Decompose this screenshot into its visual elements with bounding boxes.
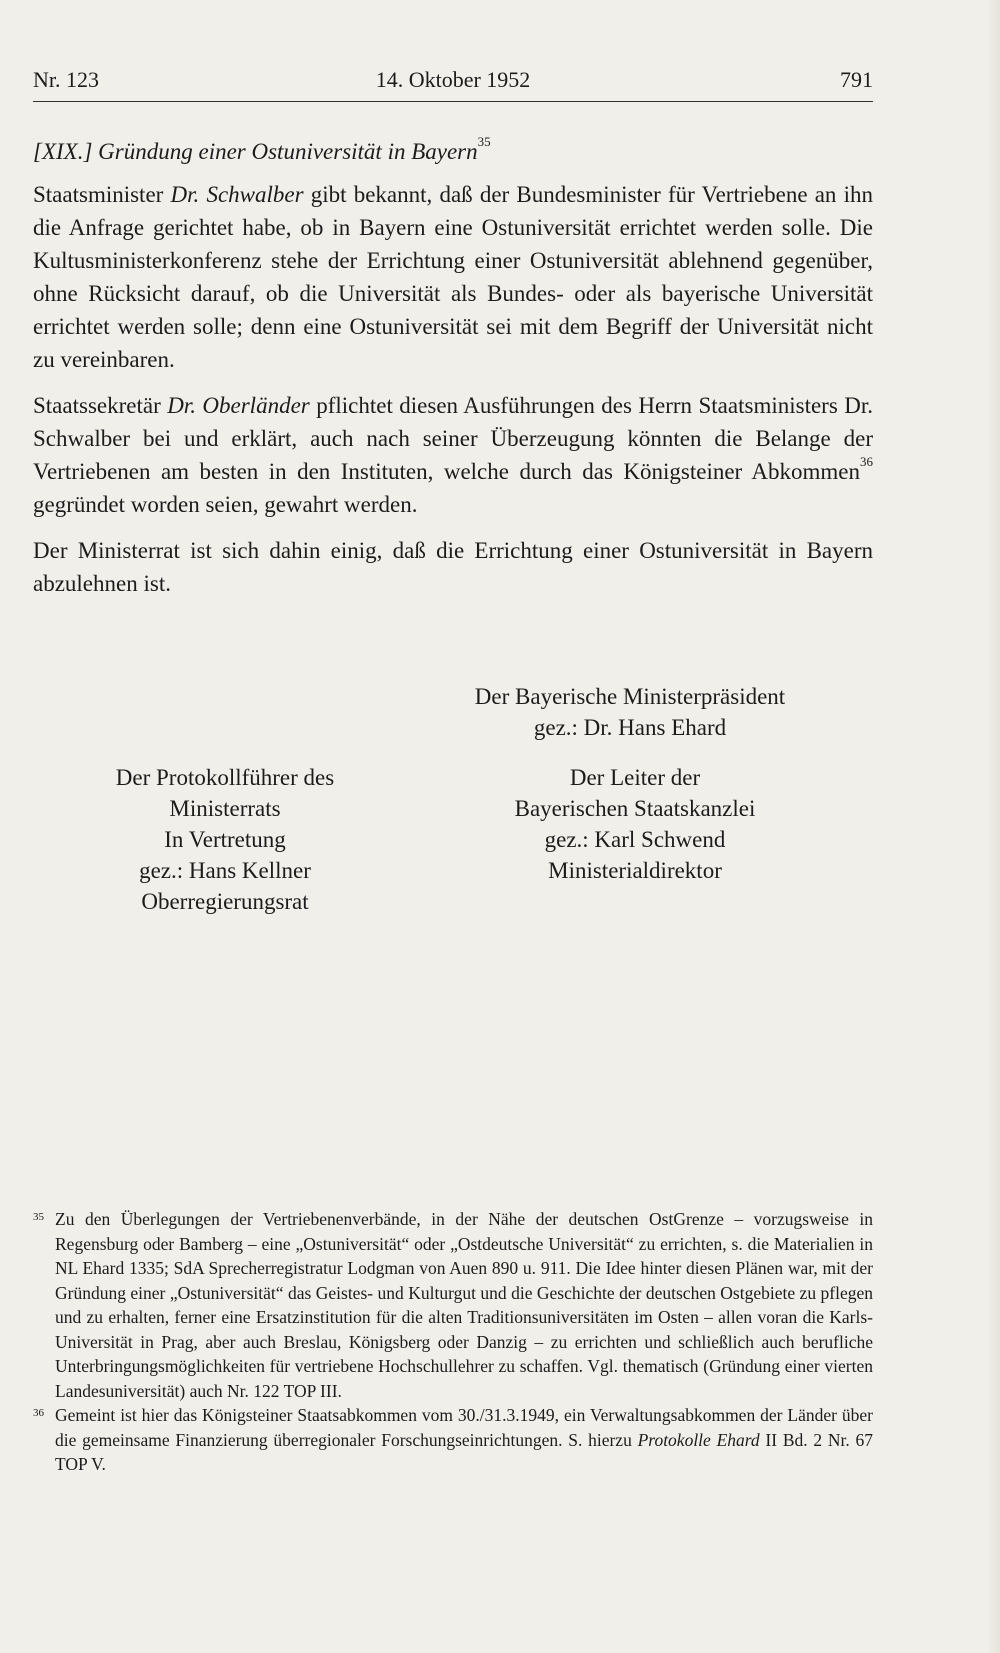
page-header	[33, 67, 873, 97]
p2-mid: pflichtet diesen Ausführungen des Herrn Staatsministers Dr. Schwalber bei und erklärt, auch nach seiner Überzeugung könnten die Belange der Vertriebenen am besten in den Instituten, welche durch das Königsteiner Abkommen	[33, 393, 873, 484]
footnote-number: 35	[33, 1211, 44, 1223]
signature-protocol-keeper	[95, 762, 355, 917]
signature-minister-president	[460, 681, 800, 743]
speaker-schwalber: Dr. Schwalber	[170, 182, 304, 207]
sig-prot-line-2: Ministerrats	[169, 796, 281, 821]
footnote-text: Zu den Überlegungen der Vertriebenenverbände, in der Nähe der deutschen OstGrenze – vorzugsweise in Regensburg oder Bamberg – eine „Ostuniversität“ oder „Ostdeutsche Universität“ zu errichten, s. die Materialien in NL Ehard 1335; SdA Sprecherregistratur Lodgman von Auen 890 u. 911. Die Idee hinter diesen Plänen war, mit der Gründung einer „Ostuniversität“ das Geistes- und Kulturgut und die Geschichte der deutschen Ostgebiete zu pflegen und zu erhalten, ferner eine Ersatzinstitution für die alten Traditionsuniversitäten im Osten – allen voran die Karls-Universität in Prag, aber auch Breslau, Königsberg oder Danzig – zu errichten und schließlich auch berufliche Unterbringungsmöglichkeiten für vertriebene Hochschullehrer zu schaffen. Vgl. thematisch (Gründung einer vierten Landesuniversität) auch Nr. 122 TOP III.	[55, 1209, 873, 1401]
sig-prot-line-1: Der Protokollführer des	[115, 765, 335, 790]
p1-post: gibt bekannt, daß der Bundesminister für Vertriebene an ihn die Anfrage gerichtet habe, ob in Bayern eine Ostuniversität errichtet werden solle. Die Kultusministerkonferenz stehe der Errichtung einer Ostuniversität ablehnend gegenüber, ohne Rücksicht darauf, ob die Universität als Bundes- oder als bayerische Universität errichtet werden solle; denn eine Ostuniversität sei mit dem Begriff der Universität nicht zu vereinbaren.	[33, 182, 873, 372]
footnote-ref-36: 36	[860, 454, 873, 469]
page-number: 791	[840, 67, 873, 92]
footnote-ref-35: 35	[477, 134, 491, 149]
section-heading	[33, 135, 873, 168]
signature-chancellery-head	[470, 762, 800, 886]
sig-pm-line-2: gez.: Dr. Hans Ehard	[533, 715, 727, 740]
main-text	[33, 135, 873, 613]
sig-prot-line-3: In Vertretung	[164, 827, 286, 852]
paragraph-oberlaender	[33, 389, 873, 521]
footnote-text: Gemeint ist hier das Königsteiner Staatsabkommen vom 30./31.3.1949, ein Verwaltungsabkommen der Länder über die gemeinsame Finanzierung überregionaler Forschungseinrichtungen. S. hierzu	[55, 1405, 873, 1450]
sig-lead-line-2: Bayerischen Staatskanzlei	[514, 796, 756, 821]
footnote-35	[33, 1207, 873, 1403]
p2-post: gegründet worden seien, gewahrt werden.	[33, 492, 418, 517]
footnote-text-end: II Bd. 2 Nr. 67 TOP V.	[55, 1429, 873, 1474]
paragraph-resolution: Der Ministerrat ist sich dahin einig, daß die Errichtung einer Ostuniversität in Bayern abzulehnen ist.	[33, 538, 873, 596]
sig-lead-line-3: gez.: Karl Schwend	[544, 827, 726, 852]
section-number: [XIX.]	[33, 139, 93, 164]
paragraph-schwalber	[33, 178, 873, 376]
sig-pm-line-1: Der Bayerische Ministerpräsident	[474, 684, 786, 709]
header-date: 14. Oktober 1952	[375, 67, 531, 92]
sig-prot-line-4: gez.: Hans Kellner	[139, 858, 311, 883]
sig-lead-line-4: Ministerialdirektor	[548, 858, 722, 883]
header-rule	[33, 101, 873, 102]
scan-edge	[986, 0, 1000, 1653]
footnote-36	[33, 1403, 873, 1477]
footnote-number: 36	[33, 1407, 44, 1419]
speaker-oberlaender: Dr. Oberländer	[167, 393, 310, 418]
p1-pre: Staatsminister	[33, 182, 171, 207]
footnote-citation: Protokolle Ehard	[637, 1429, 760, 1450]
document-number: Nr. 123	[33, 67, 99, 92]
p2-pre: Staatssekretär	[33, 393, 168, 418]
section-title: Gründung einer Ostuniversität in Bayern	[98, 139, 478, 164]
sig-prot-line-5: Oberregierungsrat	[141, 889, 309, 914]
footnotes	[33, 1207, 873, 1477]
sig-lead-line-1: Der Leiter der	[569, 765, 701, 790]
